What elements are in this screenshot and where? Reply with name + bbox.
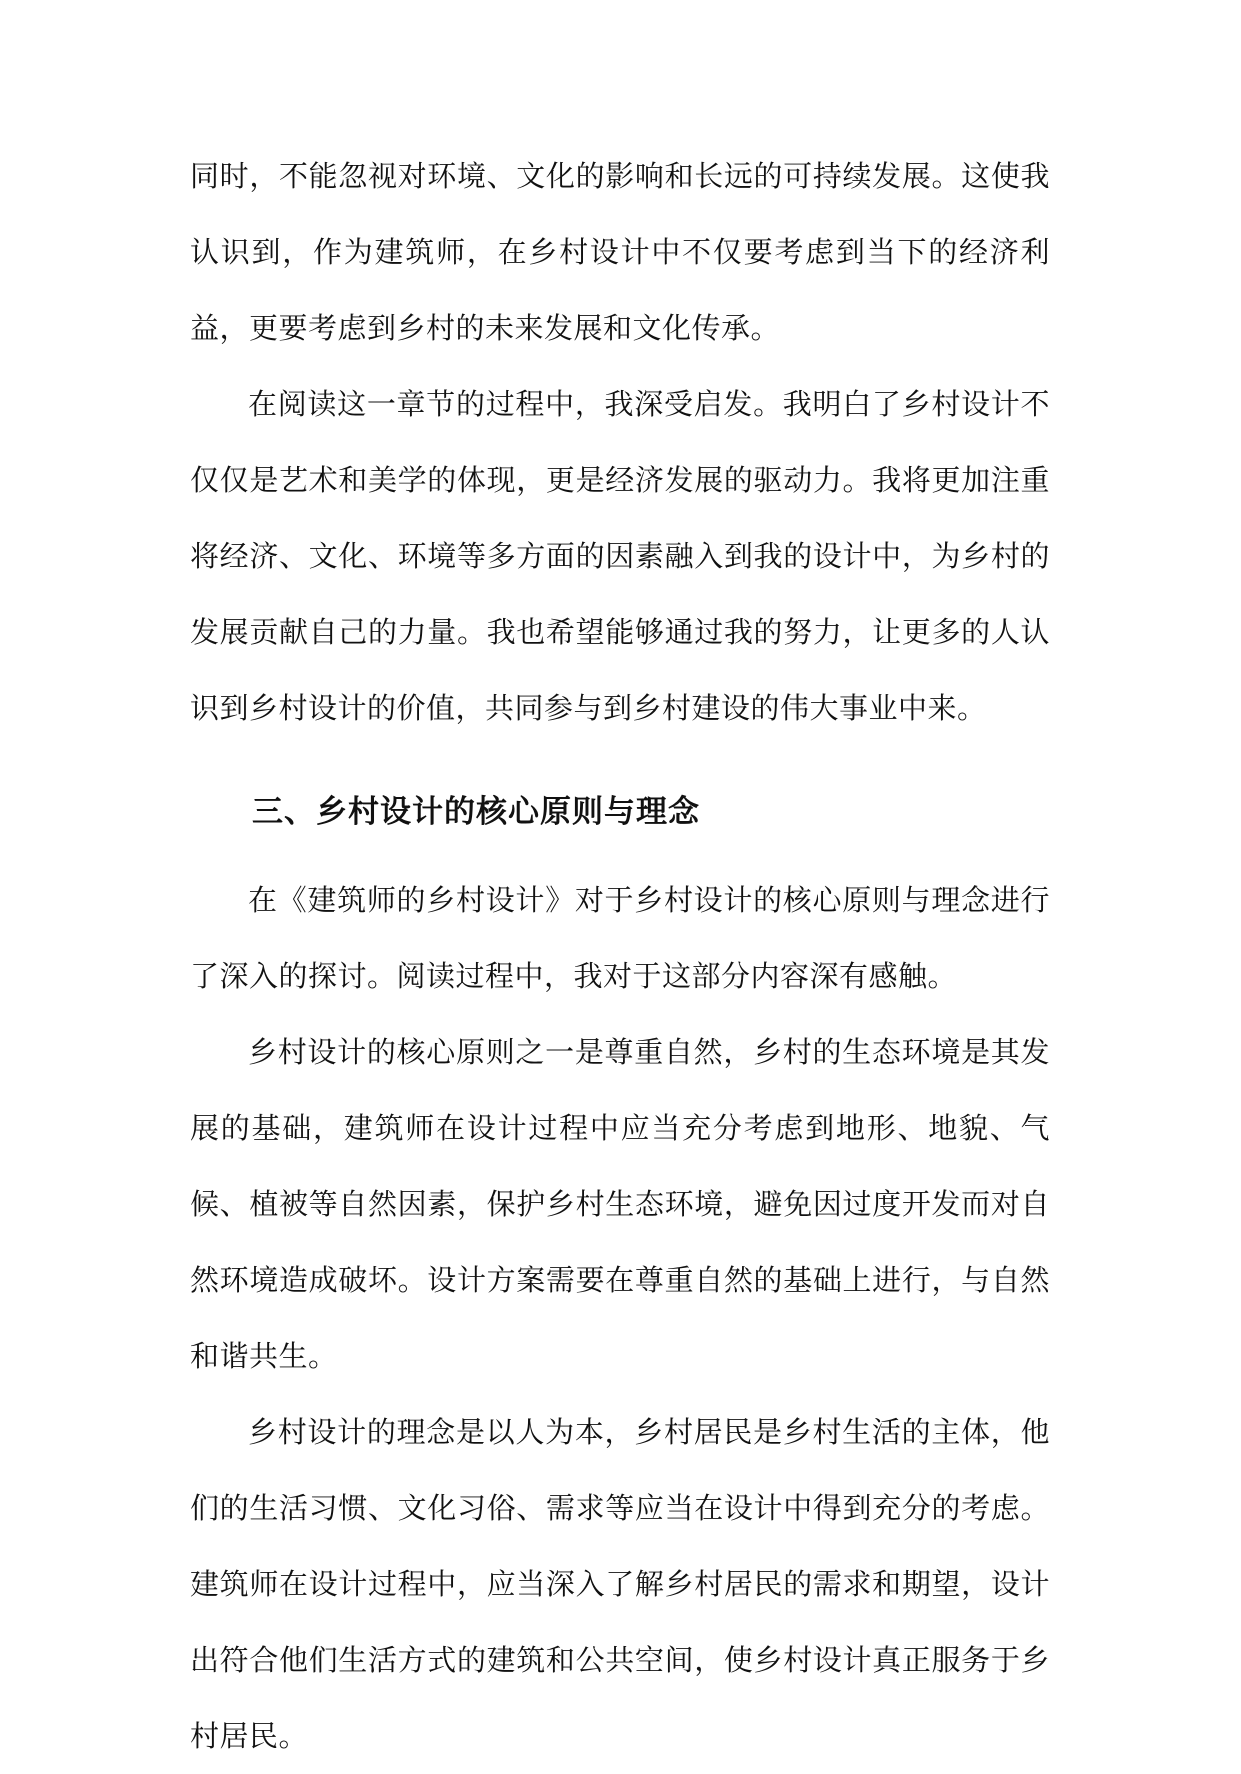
paragraph-people-oriented: 乡村设计的理念是以人为本，乡村居民是乡村生活的主体，他们的生活习惯、文化习俗、需求等应当在设计中得到充分的考虑。建筑师在设计过程中，应当深入了解乡村居民的需求和期望，设计出符合他们生活方式的建筑和公共空间，使乡村设计真正服务于乡村居民。 (190, 1415, 1050, 1753)
paragraph-intro: 在《建筑师的乡村设计》对于乡村设计的核心原则与理念进行了深入的探讨。阅读过程中，我对于这部分内容深有感触。 (190, 883, 1050, 993)
paragraph-respect-nature: 乡村设计的核心原则之一是尊重自然，乡村的生态环境是其发展的基础，建筑师在设计过程中应当充分考虑到地形、地貌、气候、植被等自然因素，保护乡村生态环境，避免因过度开发而对自然环境造成破坏。设计方案需要在尊重自然的基础上进行，与自然和谐共生。 (190, 1035, 1050, 1373)
section-heading: 三、乡村设计的核心原则与理念 (252, 794, 700, 830)
paragraph-reading-insight: 在阅读这一章节的过程中，我深受启发。我明白了乡村设计不仅仅是艺术和美学的体现，更是经济发展的驱动力。我将更加注重将经济、文化、环境等多方面的因素融入到我的设计中，为乡村的发展贡献自己的力量。我也希望能够通过我的努力，让更多的人认识到乡村设计的价值，共同参与到乡村建设的伟大事业中来。 (190, 387, 1050, 725)
bottom-text-block (190, 862, 1050, 1774)
top-text-block (190, 138, 1050, 746)
paragraph-continuation: 同时，不能忽视对环境、文化的影响和长远的可持续发展。这使我认识到，作为建筑师，在乡村设计中不仅要考虑到当下的经济利益，更要考虑到乡村的未来发展和文化传承。 (190, 159, 1050, 345)
